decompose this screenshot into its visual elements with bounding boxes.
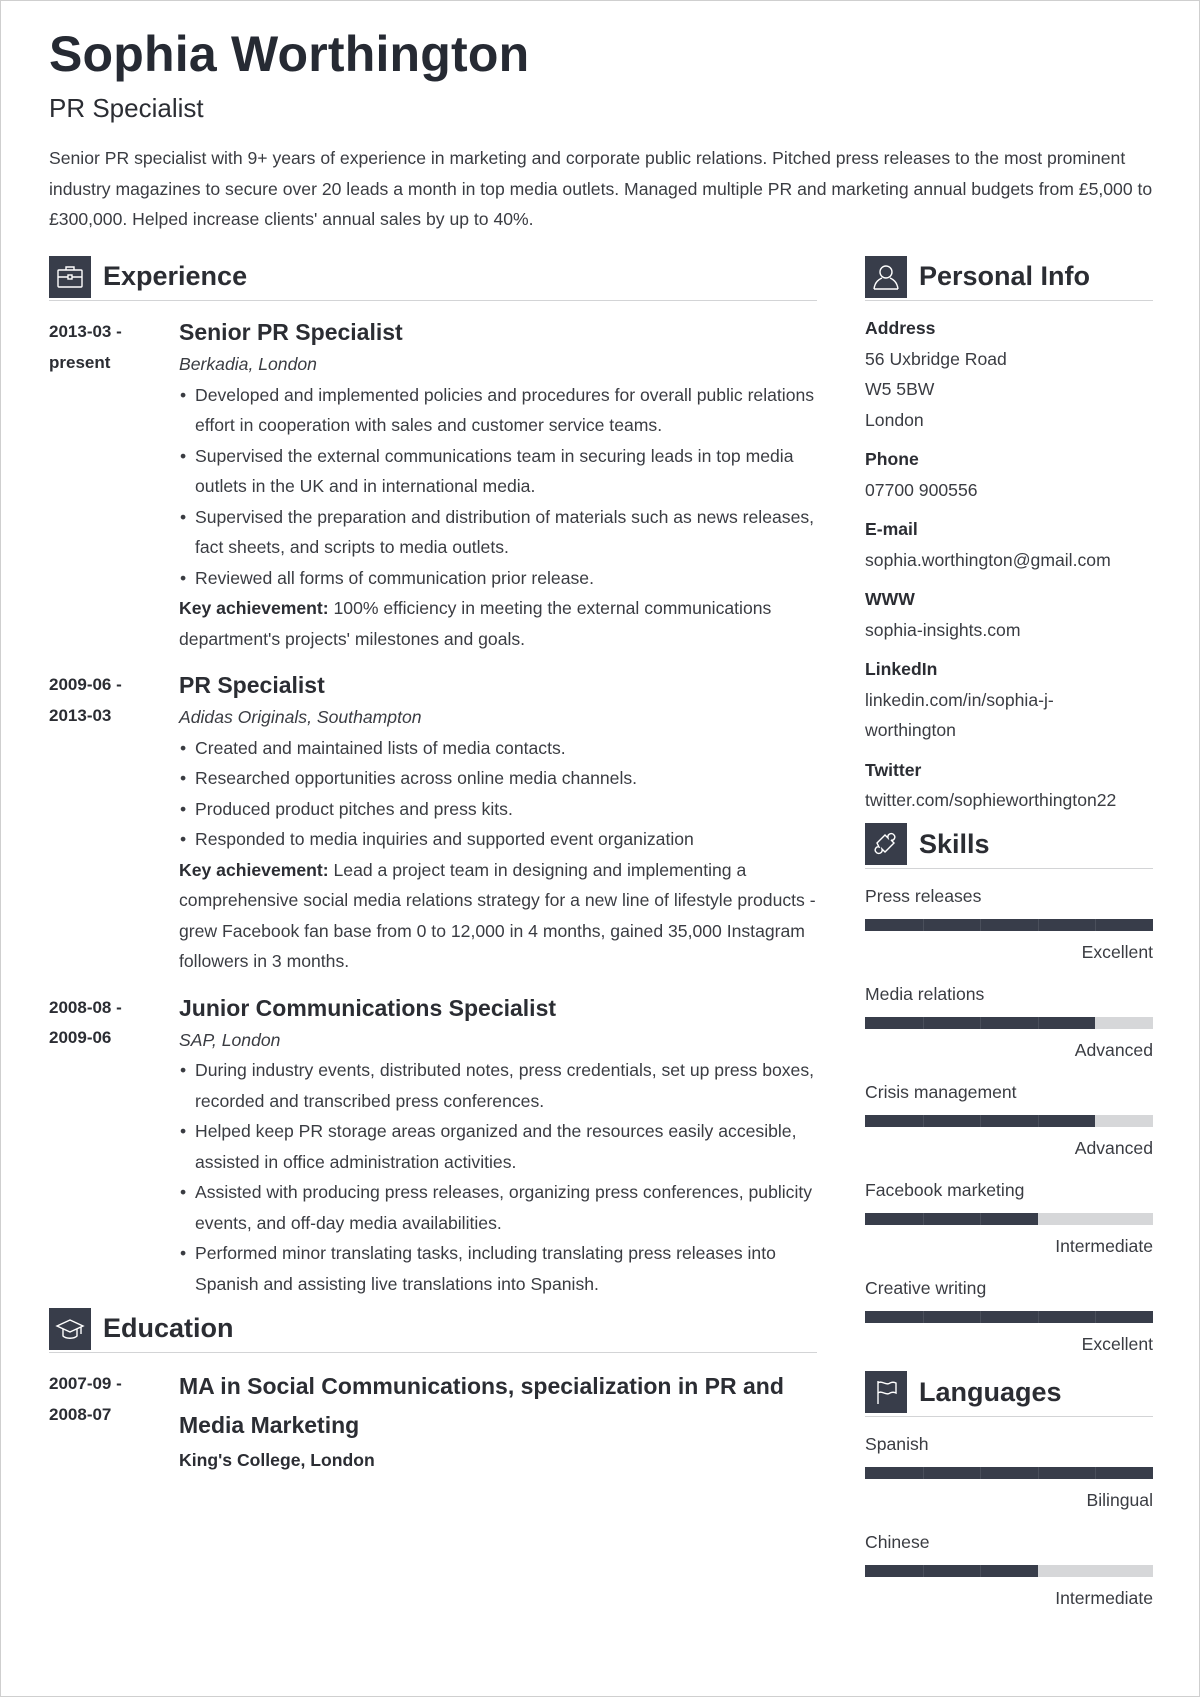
skill-level-divider <box>923 1311 924 1323</box>
user-icon <box>865 256 907 298</box>
language-item <box>865 1431 1153 1515</box>
skills-heading: Skills <box>919 828 990 859</box>
skill-name: Facebook marketing <box>865 1179 1025 1200</box>
skill-level-divider <box>1038 1115 1039 1127</box>
address-label: Address <box>865 318 936 338</box>
skill-name: Press releases <box>865 885 982 906</box>
email-link[interactable]: sophia.worthington@gmail.com <box>865 549 1111 570</box>
job-bullets <box>179 733 817 855</box>
address-line: 56 Uxbridge Road <box>865 348 1007 369</box>
date-end: 2013-03 <box>49 705 112 725</box>
education-entry <box>49 1367 817 1475</box>
languages-section-header <box>865 1373 1153 1417</box>
date-start: 2009-06 - <box>49 675 122 694</box>
skill-item <box>865 1275 1153 1359</box>
skill-level-bar <box>865 1017 1153 1029</box>
skill-level-bar <box>865 919 1153 931</box>
language-item <box>865 1529 1153 1613</box>
experience-dates <box>49 668 179 977</box>
job-company: SAP, London <box>179 1029 281 1050</box>
skill-level-divider <box>1095 1311 1096 1323</box>
job-bullet: • Supervised the preparation and distribution of materials such as news releases, fact sheets, and scripts to media outlets. <box>179 502 817 563</box>
skill-level-fill <box>865 1213 1038 1225</box>
candidate-name: Sophia Worthington <box>49 26 530 82</box>
skill-level-divider <box>923 919 924 931</box>
key-achievement-text: Lead a project team in designing and implementing a comprehensive social media relations strategy for a new line of lifestyle products - grew Facebook fan base from 0 to 12,000 in 4 months, gained 35,000 Instagram followers in 3 months. <box>179 859 816 971</box>
job-bullet: • Produced product pitches and press kits. <box>179 794 817 825</box>
job-bullets <box>179 380 817 594</box>
education-heading: Education <box>103 1313 234 1343</box>
skill-item <box>865 1177 1153 1261</box>
job-bullet: • Assisted with producing press releases, organizing press conferences, publicity events, and off-day media availabilities. <box>179 1177 817 1238</box>
skill-level-divider <box>980 1311 981 1323</box>
job-bullet: • Supervised the external communications team in securing leads in top media outlets in the UK and in international media. <box>179 441 817 502</box>
date-end: 2009-06 <box>49 1028 112 1047</box>
school-name: King's College, London <box>179 1450 375 1470</box>
language-level-divider <box>980 1565 981 1577</box>
language-name: Chinese <box>865 1531 930 1552</box>
skill-level-fill <box>865 1311 1153 1323</box>
skill-level-divider <box>980 1017 981 1029</box>
language-level-bar <box>865 1467 1153 1479</box>
degree-title: MA in Social Communications, specialization in PR and Media Marketing <box>179 1373 784 1438</box>
email-label: E-mail <box>865 519 918 539</box>
address-value <box>865 344 1153 436</box>
education-dates <box>49 1367 179 1475</box>
date-start: 2013-03 - <box>49 322 122 341</box>
candidate-title: PR Specialist <box>49 93 204 123</box>
linkedin-label: LinkedIn <box>865 659 938 679</box>
job-bullet: • Performed minor translating tasks, including translating press releases into Spanish and assisting live translations into Spanish. <box>179 1238 817 1299</box>
key-achievement-label: Key achievement: <box>179 598 329 618</box>
job-bullet: • Responded to media inquiries and supported event organization <box>179 824 817 855</box>
website-link[interactable]: sophia-insights.com <box>865 619 1021 640</box>
skill-level-bar <box>865 1311 1153 1323</box>
language-name: Spanish <box>865 1433 929 1454</box>
date-start: 2007-09 - <box>49 1374 122 1393</box>
skills-section-header <box>865 825 1153 869</box>
language-level-fill <box>865 1467 1153 1479</box>
language-level-divider <box>980 1467 981 1479</box>
job-bullet: • During industry events, distributed notes, press credentials, set up press boxes, recorded and transcribed press conferences. <box>179 1055 817 1116</box>
skill-level-divider <box>923 1213 924 1225</box>
phone-value: 07700 900556 <box>865 479 978 500</box>
language-level-bar <box>865 1565 1153 1577</box>
job-bullet: • Developed and implemented policies and procedures for overall public relations effort in cooperation with sales and customer service teams. <box>179 380 817 441</box>
key-achievement-label: Key achievement: <box>179 859 329 880</box>
languages-heading: Languages <box>919 1376 1062 1407</box>
date-end: 2008-07 <box>49 1404 112 1424</box>
date-end: present <box>49 352 111 372</box>
skill-name: Media relations <box>865 983 985 1004</box>
key-achievement <box>179 593 817 654</box>
skill-level-divider <box>1038 919 1039 931</box>
skill-level-divider <box>1038 1311 1039 1323</box>
skill-item <box>865 883 1153 967</box>
language-level-divider <box>923 1467 924 1479</box>
job-role: Junior Communications Specialist <box>179 994 557 1021</box>
language-level-divider <box>1095 1467 1096 1479</box>
twitter-label: Twitter <box>865 759 922 780</box>
side-column <box>865 257 1153 1613</box>
job-role: Senior PR Specialist <box>179 319 403 345</box>
job-bullet: • Created and maintained lists of media contacts. <box>179 733 817 764</box>
skill-level-divider <box>980 1213 981 1225</box>
personal-info-heading: Personal Info <box>919 261 1091 291</box>
skill-level-divider <box>980 1115 981 1127</box>
experience-section-header <box>49 257 817 301</box>
job-company: Berkadia, London <box>179 354 317 374</box>
skill-item <box>865 1079 1153 1163</box>
profile-summary: Senior PR specialist with 9+ years of experience in marketing and corporate public relations. Pitched press releases to the most prominent industry magazines to secure over 20 leads a month in top media outlets. Managed multiple PR and marketing annual budgets from £5,000 to £300,000. Helped increase clients' annual sales by up to 40%. <box>49 148 1153 229</box>
skill-level-label: Advanced <box>1074 1039 1153 1060</box>
skill-level-fill <box>865 919 1153 931</box>
skill-level-divider <box>923 1115 924 1127</box>
language-level-divider <box>1038 1467 1039 1479</box>
job-bullets <box>179 1055 817 1299</box>
job-bullet: • Reviewed all forms of communication prior release. <box>179 563 817 594</box>
key-achievement-text: 100% efficiency in meeting the external communications department's projects' milestones and goals. <box>179 598 772 649</box>
job-bullet: • Researched opportunities across online media channels. <box>179 763 817 794</box>
languages-list <box>865 1431 1153 1613</box>
language-level-label: Bilingual <box>1086 1489 1153 1510</box>
experience-entry <box>49 991 817 1300</box>
skill-level-divider <box>980 919 981 931</box>
skill-name: Crisis management <box>865 1081 1017 1102</box>
experience-dates <box>49 315 179 654</box>
skill-level-bar <box>865 1115 1153 1127</box>
linkedin-link[interactable]: linkedin.com/in/sophia-j-worthington <box>865 689 1054 740</box>
experience-entry <box>49 668 817 977</box>
skill-level-divider <box>1038 1017 1039 1029</box>
key-achievement <box>179 855 817 977</box>
phone-label: Phone <box>865 449 919 469</box>
experience-dates <box>49 991 179 1300</box>
graduation-cap-icon <box>49 1308 91 1350</box>
job-company: Adidas Originals, Southampton <box>179 707 422 727</box>
address-line: W5 5BW <box>865 379 935 399</box>
twitter-link[interactable]: twitter.com/sophieworthington22 <box>865 790 1117 810</box>
skill-level-label: Advanced <box>1074 1137 1153 1158</box>
job-role: PR Specialist <box>179 672 325 698</box>
briefcase-icon <box>49 256 91 298</box>
flag-icon <box>865 1371 907 1413</box>
main-column <box>49 257 817 1475</box>
skill-name: Creative writing <box>865 1277 987 1298</box>
puzzle-icon <box>865 823 907 865</box>
personal-info-section-header <box>865 257 1153 301</box>
skill-level-divider <box>1095 919 1096 931</box>
job-bullet: • Helped keep PR storage areas organized and the resources easily accesible, assisted in office administration activities. <box>179 1116 817 1177</box>
experience-entry <box>49 315 817 654</box>
language-level-divider <box>923 1565 924 1577</box>
education-section-header <box>49 1309 817 1353</box>
experience-heading: Experience <box>103 261 248 291</box>
skill-level-label: Excellent <box>1081 1333 1153 1354</box>
skill-item <box>865 981 1153 1065</box>
personal-info-list <box>865 313 1153 816</box>
language-level-fill <box>865 1565 1038 1577</box>
language-level-label: Intermediate <box>1055 1587 1153 1608</box>
address-line: London <box>865 409 924 430</box>
skill-level-bar <box>865 1213 1153 1225</box>
skill-level-divider <box>923 1017 924 1029</box>
skill-level-label: Intermediate <box>1055 1235 1153 1256</box>
www-label: WWW <box>865 589 915 609</box>
date-start: 2008-08 - <box>49 997 122 1017</box>
skills-list <box>865 883 1153 1359</box>
skill-level-label: Excellent <box>1081 941 1153 962</box>
